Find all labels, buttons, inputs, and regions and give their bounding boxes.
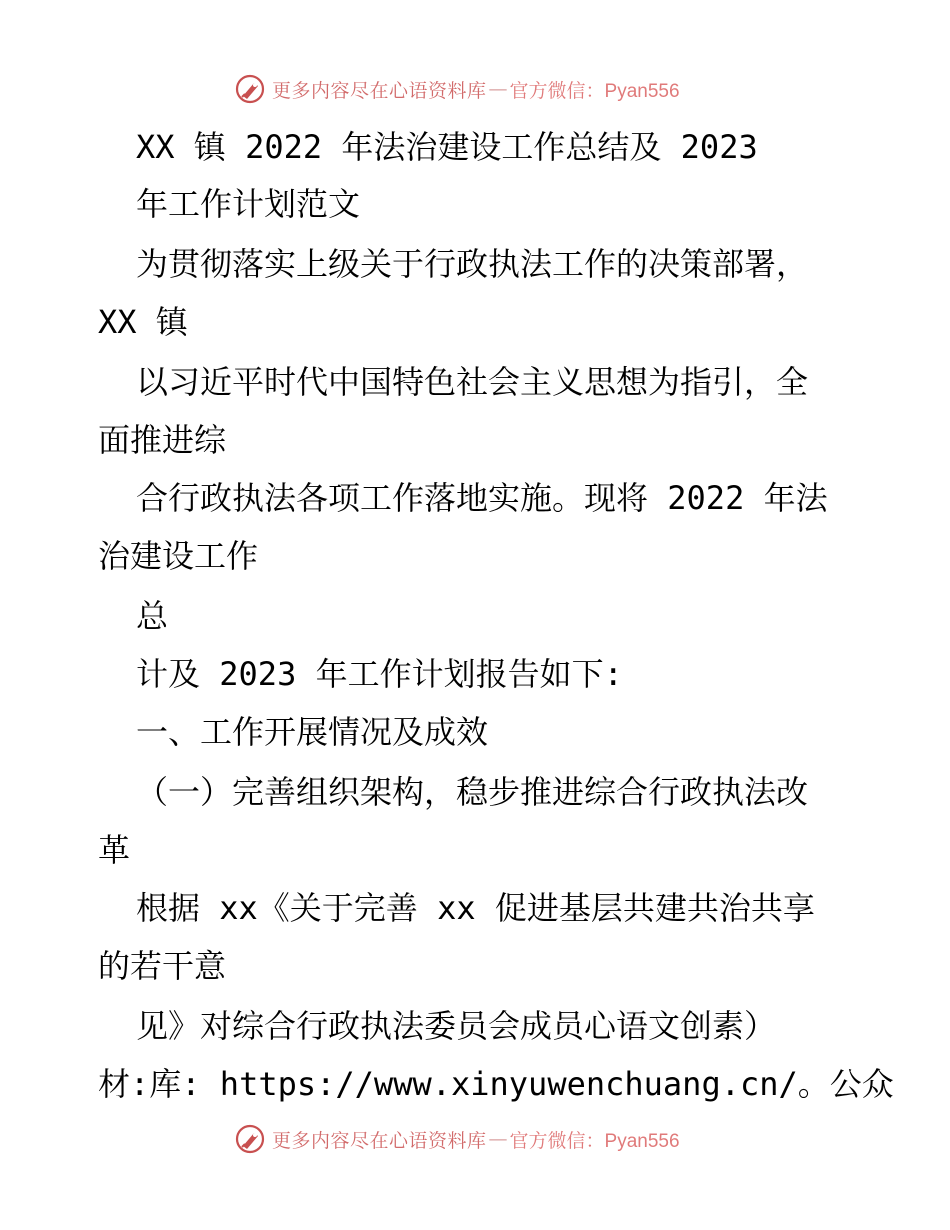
title-line-2: 年工作计划范文: [136, 185, 361, 223]
watermark-contact: 官方微信：Pyan556: [509, 1130, 680, 1152]
paragraph-line: 见》对综合行政执法委员会成员心语文创素）: [136, 1007, 777, 1045]
title-line-1: XX 镇 2022 年法治建设工作总结及 2023: [136, 128, 758, 166]
paragraph-line: 治建设工作: [98, 537, 259, 575]
paragraph-line: 为贯彻落实上级关于行政执法工作的决策部署，: [136, 245, 809, 283]
footer-watermark: [234, 1122, 680, 1156]
paragraph-line: 以习近平时代中国特色社会主义思想为指引，全: [136, 363, 809, 401]
pen-nib-logo-icon: [234, 1123, 266, 1155]
watermark-separator: —: [488, 78, 508, 100]
paragraph-line: 根据 xx《关于完善 xx 促进基层共建共治共享: [136, 889, 815, 927]
watermark-separator: —: [488, 1128, 508, 1150]
subsection-heading-cont: 革: [98, 831, 131, 869]
section-heading: 一、工作开展情况及成效: [136, 713, 489, 751]
pen-nib-logo-icon: [234, 73, 266, 105]
paragraph-line: 合行政执法各项工作落地实施。现将 2022 年法: [136, 479, 828, 517]
paragraph-line: XX 镇: [98, 303, 188, 341]
paragraph-line: 材:库: https://www.xinyuwenchuang.cn/。公众: [98, 1065, 894, 1103]
watermark-contact: 官方微信：Pyan556: [509, 80, 680, 102]
paragraph-line: 的若干意: [98, 947, 227, 985]
watermark-text: 更多内容尽在心语资料库: [272, 1129, 487, 1152]
subsection-heading: （一）完善组织架构，稳步推进综合行政执法改: [136, 773, 809, 811]
paragraph-line: 计及 2023 年工作计划报告如下:: [136, 655, 623, 693]
watermark-text: 更多内容尽在心语资料库: [272, 79, 487, 102]
paragraph-line: 面推进综: [98, 421, 227, 459]
header-watermark: [234, 72, 680, 106]
paragraph-line: 总: [136, 597, 169, 635]
